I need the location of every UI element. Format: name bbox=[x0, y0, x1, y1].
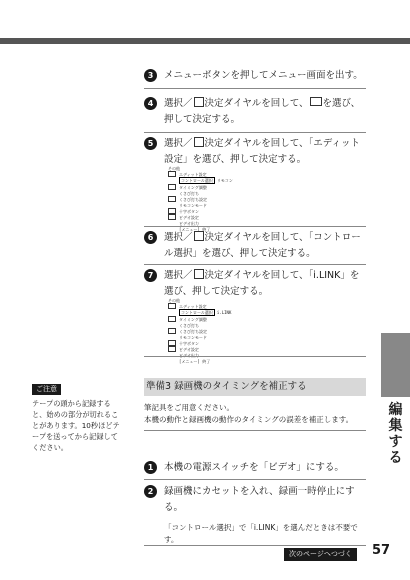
step-text: 選択／ 決定ダイヤルを回して、「i.LINK」を選び、押して決定する。 bbox=[164, 270, 360, 297]
menu-value: i.LINK bbox=[216, 310, 232, 316]
step-number: 6 bbox=[144, 231, 157, 244]
section-title: 準備3 録画機のタイミングを補正する bbox=[144, 378, 366, 396]
menu-row: エディット設定 bbox=[179, 303, 207, 309]
menu-row: くさび打ち設定 bbox=[179, 196, 207, 202]
menu-title: その他 bbox=[168, 298, 180, 303]
divider bbox=[144, 88, 366, 89]
divider bbox=[144, 264, 366, 265]
note-label: ご注意 bbox=[32, 384, 61, 395]
step-5 bbox=[144, 136, 366, 168]
section-step-1 bbox=[144, 460, 366, 476]
step-number: 5 bbox=[144, 137, 157, 150]
side-tab bbox=[381, 333, 410, 397]
menu-screenshot-1 bbox=[168, 166, 234, 232]
step-3 bbox=[144, 68, 366, 84]
step-number: 1 bbox=[144, 461, 157, 474]
dial-icon bbox=[194, 137, 204, 147]
header-bar bbox=[0, 38, 410, 44]
step-text: 本機の電源スイッチを「ビデオ」にする。 bbox=[164, 462, 344, 473]
divider bbox=[144, 479, 366, 480]
menu-value: リモコン bbox=[216, 178, 233, 184]
step-number: 3 bbox=[144, 69, 157, 82]
divider bbox=[144, 356, 366, 357]
menu-icon bbox=[310, 97, 322, 106]
page-number: 57 bbox=[372, 543, 391, 558]
step-number: 4 bbox=[144, 97, 157, 110]
step-text: 選択／ 決定ダイヤルを回して、 を選び、押して決定する。 bbox=[164, 98, 361, 125]
menu-row: ビデオ設定 bbox=[179, 214, 199, 220]
step-text: 選択／ 決定ダイヤルを回して、「エディット設定」を選び、押して決定する。 bbox=[164, 138, 361, 165]
step-text: 録画機にカセットを入れ、録画一時停止にする。 bbox=[164, 486, 355, 513]
menu-icon bbox=[168, 310, 176, 316]
menu-row: リモコンモード bbox=[179, 202, 207, 208]
menu-row: くさび打ち bbox=[179, 322, 199, 328]
next-page-tag: 次のページへつづく bbox=[284, 548, 357, 561]
divider bbox=[144, 430, 366, 431]
note-text: テープの頭から記録すると、始めの部分が切れることがあります。10秒ほどテープを送ってから記録してください。 bbox=[32, 399, 120, 452]
divider bbox=[144, 132, 366, 133]
menu-row: タイミング調整 bbox=[179, 316, 207, 322]
step-number: 2 bbox=[144, 485, 157, 498]
dial-icon bbox=[194, 97, 204, 107]
step-number: 7 bbox=[144, 269, 157, 282]
menu-icon bbox=[168, 178, 176, 184]
step-7 bbox=[144, 268, 366, 300]
menu-row: くさび打ち bbox=[179, 190, 199, 196]
menu-icon bbox=[168, 171, 176, 177]
dial-icon bbox=[194, 231, 204, 241]
menu-row: 十字ボタン bbox=[179, 340, 199, 346]
menu-icon bbox=[168, 303, 176, 309]
section-tab-label: 編 集 す る bbox=[388, 402, 403, 466]
step-text: 選択／ 決定ダイヤルを回して、「コントロール選択」を選び、押して決定する。 bbox=[164, 232, 361, 259]
menu-row: くさび打ち設定 bbox=[179, 328, 207, 334]
step-text: メニューボタンを押してメニュー画面を出す。 bbox=[164, 70, 363, 81]
step-4 bbox=[144, 96, 366, 128]
section-line-2: 本機の動作と録画機の動作のタイミングの誤差を補正します。 bbox=[144, 415, 354, 424]
menu-row: リモコンモード bbox=[179, 334, 207, 340]
menu-title: その他 bbox=[168, 166, 180, 171]
menu-row-selected: コントロール選択 bbox=[181, 178, 213, 184]
menu-row: ビデオ設定 bbox=[179, 346, 199, 352]
menu-footer: [メニュー] 終了 bbox=[179, 226, 211, 232]
divider bbox=[144, 545, 366, 546]
menu-footer: [メニュー] 終了 bbox=[179, 358, 211, 364]
menu-row-selected: コントロール選択 bbox=[181, 310, 213, 316]
divider bbox=[144, 226, 366, 227]
step-6 bbox=[144, 230, 366, 262]
section-step-2 bbox=[144, 484, 366, 516]
menu-row: 十字ボタン bbox=[179, 208, 199, 214]
section-line-1: 筆記具をご用意ください。 bbox=[144, 403, 234, 412]
menu-icon bbox=[168, 358, 176, 364]
menu-screenshot-2 bbox=[168, 298, 234, 364]
menu-row: エディット設定 bbox=[179, 171, 207, 177]
step-2-note: 「コントロール選択」で「i.LINK」を選んだときは不要です。 bbox=[164, 523, 358, 544]
menu-row: ビデオ出力 bbox=[179, 220, 199, 226]
dial-icon bbox=[194, 269, 204, 279]
menu-row: タイミング調整 bbox=[179, 184, 207, 190]
